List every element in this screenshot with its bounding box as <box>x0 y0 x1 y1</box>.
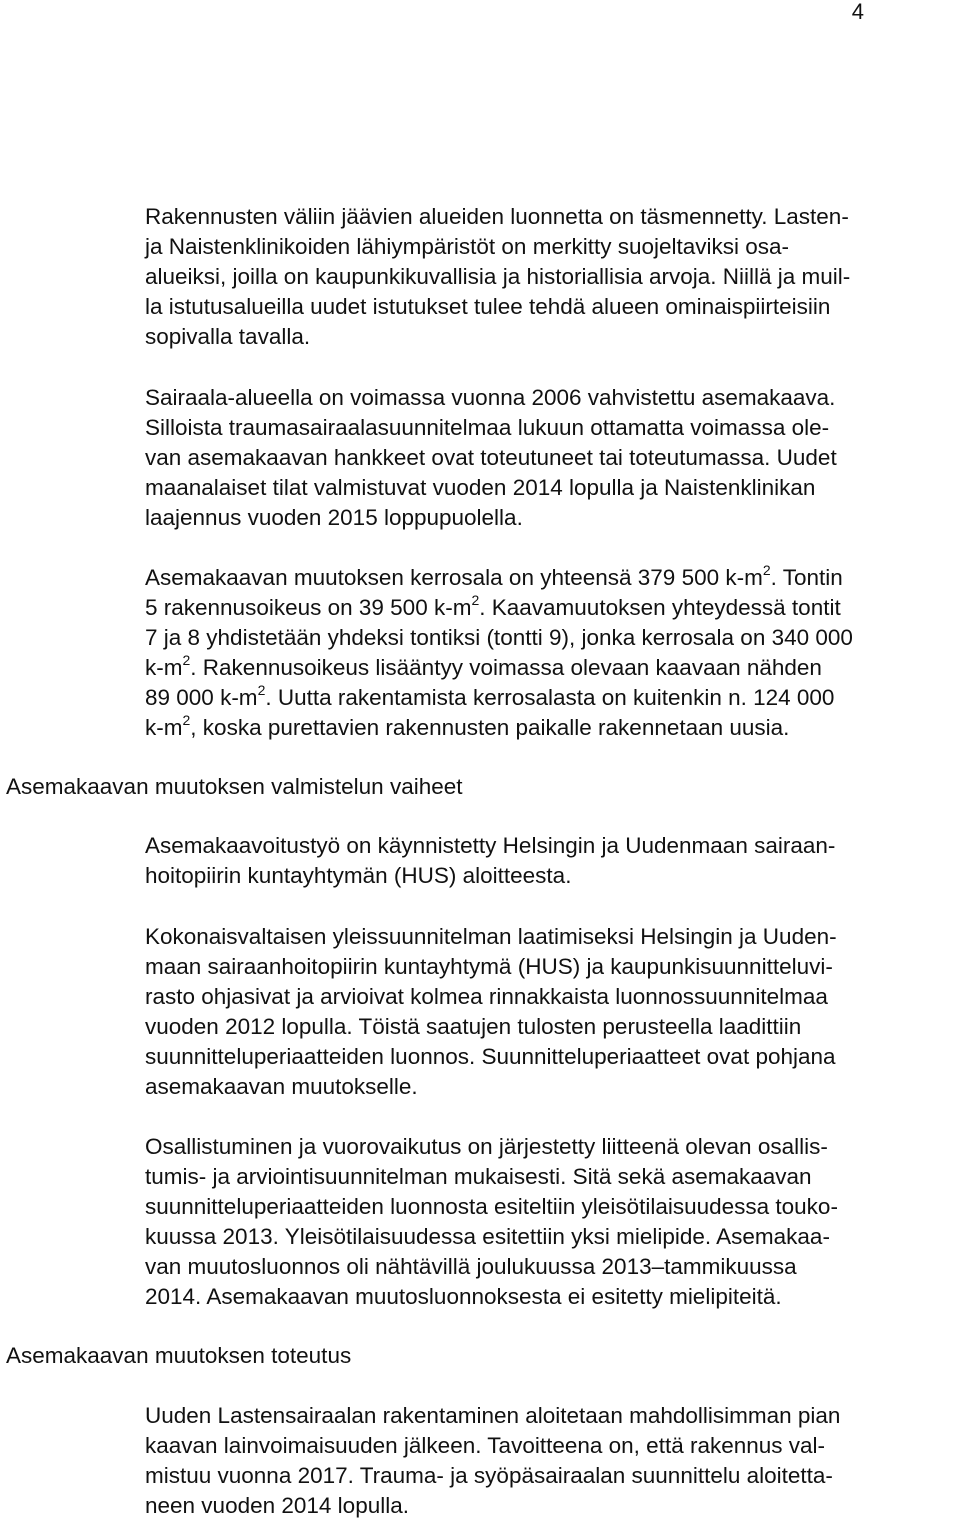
text-line: 2014. Asemakaavan muutosluonnoksesta ei esitetty mielipiteitä. <box>145 1284 782 1309</box>
text-line: laajennus vuoden 2015 loppupuolella. <box>145 505 523 530</box>
section-heading: Asemakaavan muutoksen valmistelun vaiheet <box>6 774 463 799</box>
superscript: 2 <box>257 681 266 698</box>
text-line <box>145 681 835 712</box>
text-line: Uuden Lastensairaalan rakentaminen aloitetaan mahdollisimman pian <box>145 1403 841 1428</box>
text-line: 7 ja 8 yhdistetään yhdeksi tontiksi (tontti 9), jonka kerrosala on 340 000 <box>145 625 853 650</box>
superscript: 2 <box>182 711 191 728</box>
text-line: hoitopiirin kuntayhtymän (HUS) aloitteesta. <box>145 863 572 888</box>
text-line: Silloista traumasairaalasuunnitelmaa lukuun ottamatta voimassa ole- <box>145 415 830 440</box>
text-line: Rakennusten väliin jäävien alueiden luonnetta on täsmennetty. Lasten- <box>145 204 849 229</box>
text-line <box>145 711 790 742</box>
text-run: . Rakennusoikeus lisääntyy voimassa olevaan kaavaan nähden <box>190 655 822 680</box>
text-run: k-m <box>145 655 183 680</box>
text-line: suunnitteluperiaatteiden luonnosta esiteltiin yleisötilaisuudessa touko- <box>145 1194 838 1219</box>
text-line: Kokonaisvaltaisen yleissuunnitelman laatimiseksi Helsingin ja Uuden- <box>145 924 837 949</box>
page-number: 4 <box>851 0 864 24</box>
section-heading: Asemakaavan muutoksen toteutus <box>6 1343 352 1368</box>
text-line: Asemakaavoitustyö on käynnistetty Helsingin ja Uudenmaan sairaan- <box>145 833 836 858</box>
text-line: kuussa 2013. Yleisötilaisuudessa esitettiin yksi mielipide. Asemakaa- <box>145 1224 830 1249</box>
text-line: neen vuoden 2014 lopulla. <box>145 1493 409 1518</box>
text-line <box>145 591 841 622</box>
text-line: la istutusalueilla uudet istutukset tulee tehdä alueen ominaispiirteisiin <box>145 294 831 319</box>
text-line: sopivalla tavalla. <box>145 324 311 349</box>
superscript: 2 <box>182 651 191 668</box>
text-line: mistuu vuonna 2017. Trauma- ja syöpäsairaalan suunnittelu aloitetta- <box>145 1463 833 1488</box>
text-line: vuoden 2012 lopulla. Töistä saatujen tulosten perusteella laadittiin <box>145 1014 802 1039</box>
text-run: . Uutta rakentamista kerrosalasta on kuitenkin n. 124 000 <box>265 685 835 710</box>
text-line: van asemakaavan hankkeet ovat toteutuneet tai toteutumassa. Uudet <box>145 445 837 470</box>
text-line: Osallistuminen ja vuorovaikutus on järjestetty liitteenä olevan osallis- <box>145 1134 828 1159</box>
text-line: van muutosluonnos oli nähtävillä joulukuussa 2013–tammikuussa <box>145 1254 797 1279</box>
text-line: asemakaavan muutokselle. <box>145 1074 418 1099</box>
superscript: 2 <box>471 591 480 608</box>
text-line: tumis- ja arviointisuunnitelman mukaisesti. Sitä sekä asemakaavan <box>145 1164 812 1189</box>
text-line: suunnitteluperiaatteiden luonnos. Suunnitteluperiaatteet ovat pohjana <box>145 1044 836 1069</box>
text-line: Sairaala-alueella on voimassa vuonna 2006 vahvistettu asemakaava. <box>145 385 836 410</box>
text-run: 89 000 k-m <box>145 685 258 710</box>
text-line: maan sairaanhoitopiirin kuntayhtymä (HUS) ja kaupunkisuunnitteluvi- <box>145 954 833 979</box>
superscript: 2 <box>762 561 771 578</box>
text-run: , koska purettavien rakennusten paikalle rakennetaan uusia. <box>190 715 790 740</box>
text-line: kaavan lainvoimaisuuden jälkeen. Tavoitteena on, että rakennus val- <box>145 1433 826 1458</box>
text-run: . Kaavamuutoksen yhteydessä tontit <box>479 595 841 620</box>
text-run: 5 rakennusoikeus on 39 500 k-m <box>145 595 472 620</box>
text-run: Asemakaavan muutoksen kerrosala on yhteensä 379 500 k-m <box>145 565 763 590</box>
text-line <box>145 561 843 592</box>
text-line: ja Naistenklinikoiden lähiympäristöt on merkitty suojeltaviksi osa- <box>145 234 790 259</box>
text-line: maanalaiset tilat valmistuvat vuoden 2014 lopulla ja Naistenklinikan <box>145 475 816 500</box>
text-line: alueiksi, joilla on kaupunkikuvallisia ja historiallisia arvoja. Niillä ja muil- <box>145 264 851 289</box>
text-line: rasto ohjasivat ja arvioivat kolmea rinnakkaista luonnossuunnitelmaa <box>145 984 828 1009</box>
text-line <box>145 651 822 682</box>
text-run: k-m <box>145 715 183 740</box>
text-run: . Tontin <box>770 565 843 590</box>
